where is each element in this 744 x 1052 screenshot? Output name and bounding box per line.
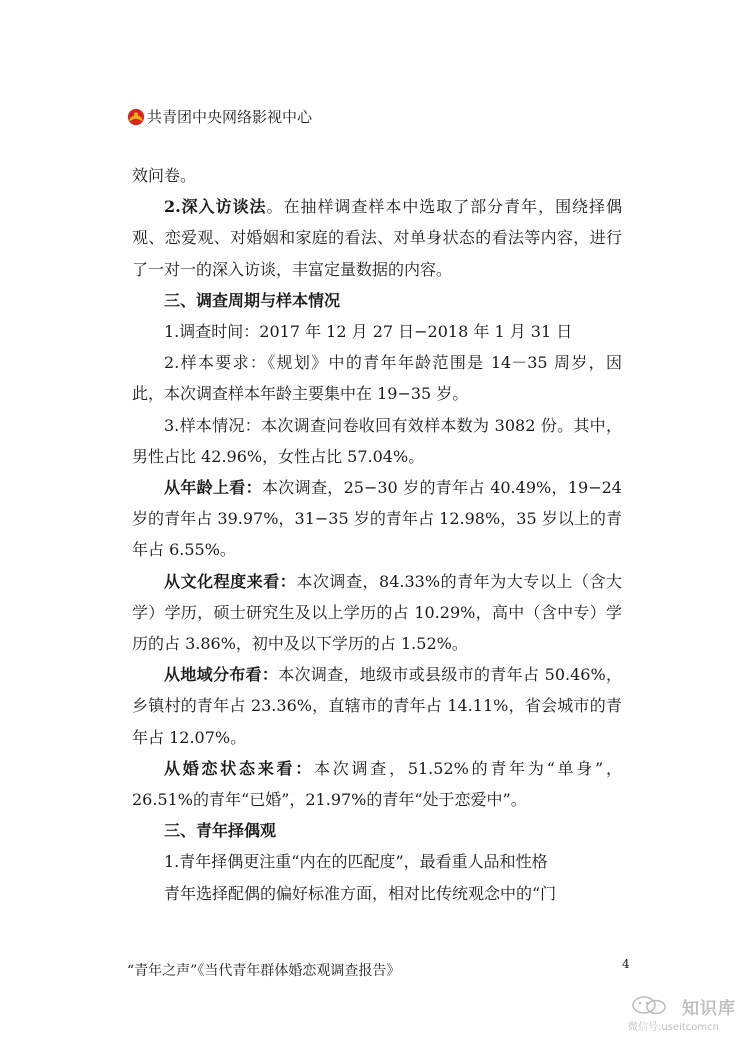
page-footer-title: “青年之声”《当代青年群体婚恋观调查报告》	[127, 963, 401, 979]
section-heading-survey-period: 三、调查周期与样本情况	[164, 290, 341, 310]
region-text: 本次调查，地级市或县级市的青年占 50.46%，乡镇村的青年占 23.36%，直辖市的青年占 14.11%，省会城市的青年占 12.07%。	[132, 665, 622, 747]
wechat-icon	[628, 994, 680, 1016]
survey-time-label: 1.调查时间：	[164, 322, 260, 342]
sample-requirement-label: 2.样本要求：	[164, 353, 268, 373]
paragraph-interview-method	[132, 191, 622, 285]
paragraph-sample-requirement	[132, 347, 622, 409]
region-label: 从地域分布看：	[164, 665, 279, 685]
watermark-name: 知识库	[682, 999, 736, 1019]
marital-status-label: 从婚恋状态来看：	[164, 758, 315, 778]
education-label: 从文化程度来看：	[164, 571, 297, 591]
subheading-inner-match: 1.青年择偶更注重“内在的匹配度”，最看重人品和性格	[164, 852, 548, 872]
document-body	[132, 160, 622, 909]
paragraph-education	[132, 566, 622, 660]
paragraph-sample-situation	[132, 410, 622, 472]
paragraph-marital-status	[132, 753, 622, 815]
page-number: 4	[622, 957, 630, 971]
paragraph-age-distribution	[132, 472, 622, 566]
paragraph-preference: 青年选择配偶的偏好标准方面，相对比传统观念中的“门	[164, 883, 557, 903]
interview-method-label: 2.深入访谈法	[164, 197, 267, 217]
education-text: 本次调查，84.33%的青年为大专以上（含大学）学历，硕士研究生及以上学历的占 10.29%，高中（含中专）学历的占 3.86%，初中及以下学历的占 1.52%。	[132, 571, 622, 654]
page-header	[127, 106, 312, 127]
sample-situation-label: 3.样本情况：	[164, 415, 262, 435]
header-org-name: 共青团中央网络影视中心	[147, 108, 313, 126]
survey-time-text: 2017 年 12 月 27 日−2018 年 1 月 31 日	[259, 322, 573, 342]
sample-situation-text: 本次调查问卷收回有效样本数为 3082 份。其中，男性占比 42.96%，女性占比 57.04%。	[132, 415, 622, 466]
watermark	[628, 994, 738, 1034]
watermark-wechat-id: 微信号:useitcomcn	[628, 1022, 719, 1033]
paragraph-region	[132, 659, 622, 753]
youth-league-logo-icon	[127, 108, 145, 126]
sample-requirement-text: 《规划》中的青年年龄范围是 14－35 周岁，因此，本次调查样本年龄主要集中在 19−35 岁。	[132, 353, 622, 404]
paragraph-continuation: 效问卷。	[132, 166, 197, 185]
marital-status-text: 本次调查，51.52%的青年为“单身”，26.51%的青年“已婚”，21.97%的青年“处于恋爱中”。	[132, 758, 622, 810]
paragraph-survey-time	[132, 316, 622, 347]
age-distribution-label: 从年龄上看：	[164, 478, 262, 498]
interview-method-text: 。在抽样调查样本中选取了部分青年，围绕择偶观、恋爱观、对婚姻和家庭的看法、对单身状态的看法等内容，进行了一对一的深入访谈，丰富定量数据的内容。	[132, 197, 622, 279]
age-distribution-text: 本次调查，25−30 岁的青年占 40.49%，19−24 岁的青年占 39.97%，31−35 岁的青年占 12.98%，35 岁以上的青年占 6.55%。	[132, 478, 622, 560]
section-heading-mate-selection: 三、青年择偶观	[164, 821, 277, 841]
